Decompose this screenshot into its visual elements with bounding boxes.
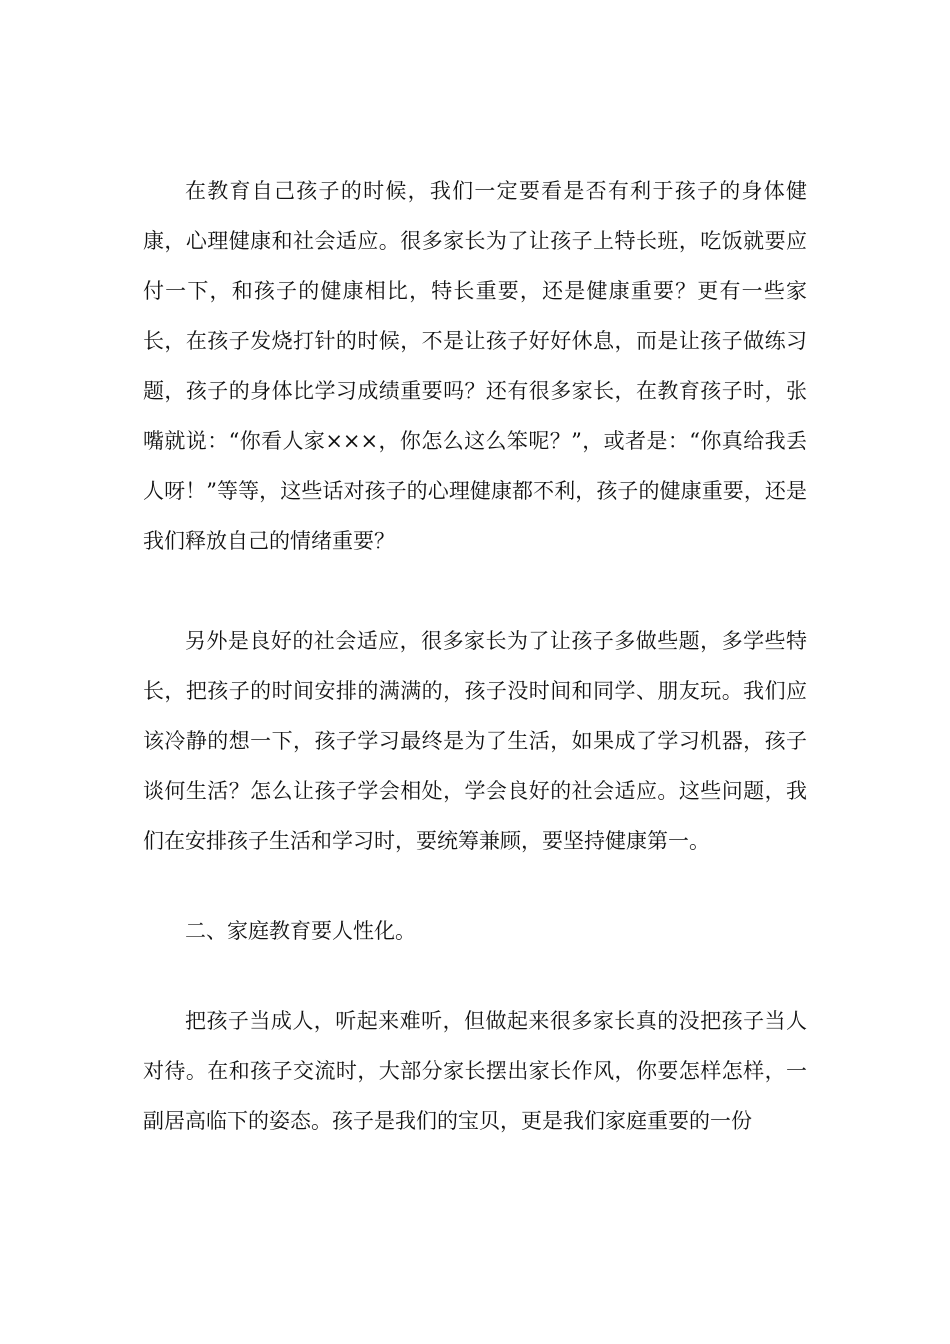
paragraph-treat-child-as-person: 把孩子当成人，听起来难听，但做起来很多家长真的没把孩子当人对待。在和孩子交流时，大部分家长摆出家长作风，你要怎样怎样，一副居高临下的姿态。孩子是我们的宝贝，更是我们家庭重要的一份 <box>143 1009 807 1133</box>
paragraph-health: 在教育自己孩子的时候，我们一定要看是否有利于孩子的身体健康，心理健康和社会适应。很多家长为了让孩子上特长班，吃饭就要应付一下，和孩子的健康相比，特长重要，还是健康重要？更有一些家长，在孩子发烧打针的时候，不是让孩子好好休息，而是让孩子做练习题，孩子的身体比学习成绩重要吗？还有很多家长，在教育孩子时，张嘴就说：“你看人家×××，你怎么这么笨呢？”，或者是：“你真给我丢人呀！”等等，这些话对孩子的心理健康都不利，孩子的健康重要，还是我们释放自己的情绪重要？ <box>143 179 807 553</box>
section-heading-humanized-education: 二、家庭教育要人性化。 <box>185 919 416 943</box>
document-body <box>143 166 807 1146</box>
paragraph-social-adaptation: 另外是良好的社会适应，很多家长为了让孩子多做些题，多学些特长，把孩子的时间安排的满满的，孩子没时间和同学、朋友玩。我们应该冷静的想一下，孩子学习最终是为了生活，如果成了学习机器，孩子谈何生活？怎么让孩子学会相处，学会良好的社会适应。这些问题，我们在安排孩子生活和学习时，要统筹兼顾，要坚持健康第一。 <box>143 629 807 853</box>
